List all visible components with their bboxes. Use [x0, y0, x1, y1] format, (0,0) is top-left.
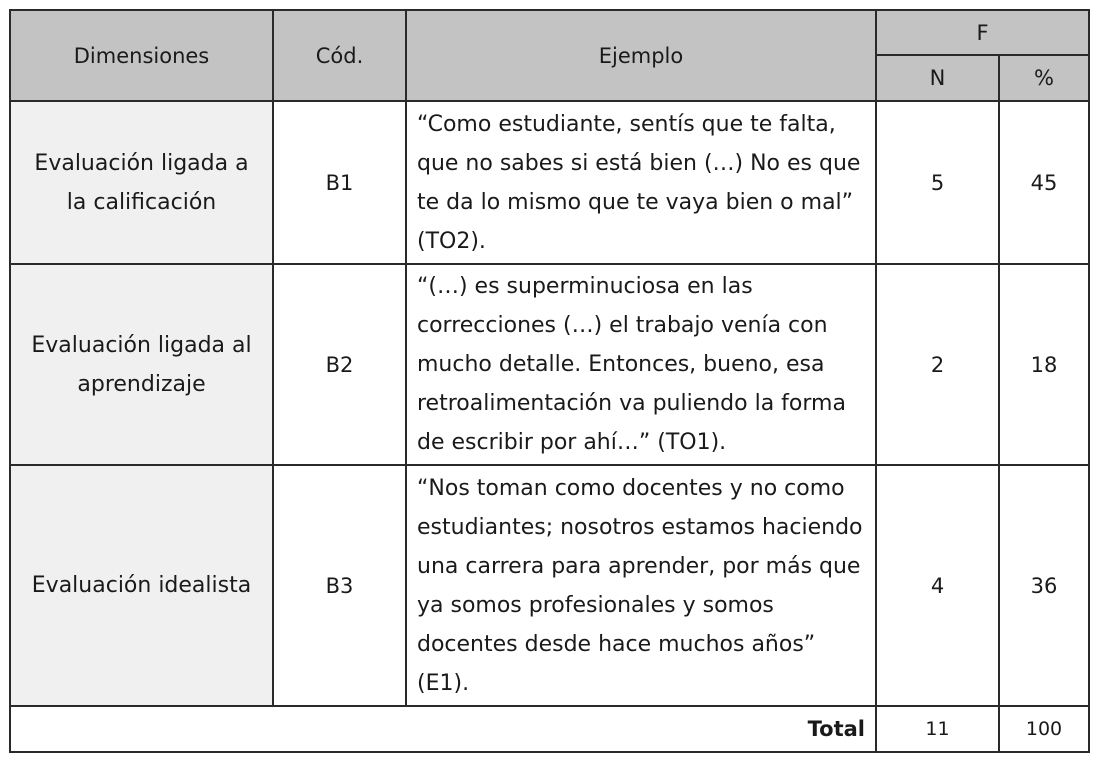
- example-cell: “(…) es superminuciosa en las correcciones (…) el trabajo venía con mucho detalle. Entonces, bueno, esa retroalimentación va puliendo la forma de escribir por ahí…” (TO1).: [406, 264, 876, 465]
- pct-cell: 45: [999, 101, 1089, 264]
- code-cell: B2: [273, 264, 406, 465]
- table-wrapper: [9, 9, 1090, 753]
- data-table: [9, 9, 1090, 753]
- n-cell: 2: [876, 264, 999, 465]
- code-cell: B3: [273, 465, 406, 706]
- dimension-cell: Evaluación idealista: [10, 465, 273, 706]
- example-cell: “Nos toman como docentes y no como estudiantes; nosotros estamos haciendo una carrera para aprender, por más que ya somos profesionales y somos docentes desde hace muchos años” (E1).: [406, 465, 876, 706]
- pct-cell: 36: [999, 465, 1089, 706]
- n-cell: 5: [876, 101, 999, 264]
- n-cell: 4: [876, 465, 999, 706]
- header-pct: %: [999, 55, 1089, 101]
- header-f: F: [876, 10, 1089, 55]
- dimension-cell: Evaluación ligada al aprendizaje: [10, 264, 273, 465]
- total-label: Total: [10, 706, 876, 752]
- example-cell: “Como estudiante, sentís que te falta, que no sabes si está bien (…) No es que te da lo mismo que te vaya bien o mal” (TO2).: [406, 101, 876, 264]
- header-ejemplo: Ejemplo: [406, 10, 876, 101]
- total-n: 11: [876, 706, 999, 752]
- header-dimensiones: Dimensiones: [10, 10, 273, 101]
- header-row-1: [10, 10, 1089, 55]
- code-cell: B1: [273, 101, 406, 264]
- header-cod: Cód.: [273, 10, 406, 101]
- table-row: [10, 465, 1089, 706]
- pct-cell: 18: [999, 264, 1089, 465]
- table-row: [10, 101, 1089, 264]
- header-n: N: [876, 55, 999, 101]
- dimension-cell: Evaluación ligada a la calificación: [10, 101, 273, 264]
- total-pct: 100: [999, 706, 1089, 752]
- total-row: [10, 706, 1089, 752]
- table-row: [10, 264, 1089, 465]
